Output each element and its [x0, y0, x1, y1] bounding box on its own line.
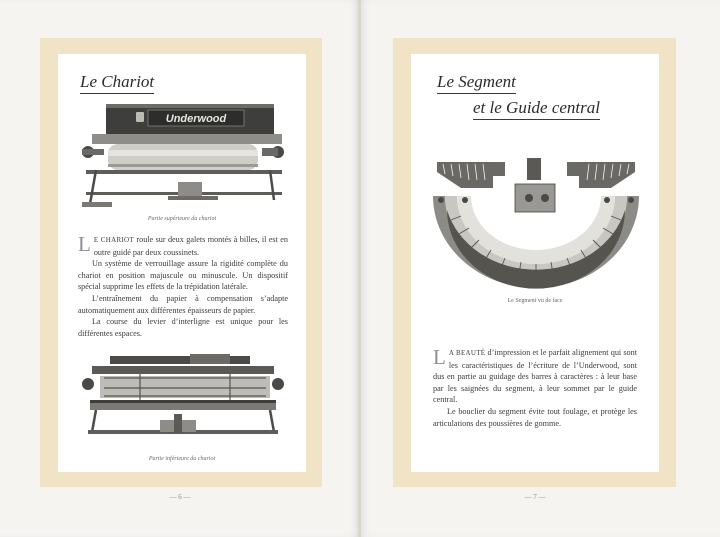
page-title-line-1: Le Segment — [437, 72, 516, 94]
right-body-text — [433, 347, 637, 429]
left-page — [0, 0, 359, 537]
page-number: — 7 — — [524, 493, 546, 501]
paragraph: L’entraînement du papier à compensation s’adapte automatiquement aux différentes épaisseurs de papier. — [78, 293, 288, 315]
paragraph: d’impression et le parfait alignement qui sont les caractéristiques de l’écriture de l’Underwood, sont dus en partie au guidage des barres à caractères : à leur base par les saignées du segment, à leur sommet par le guide central. — [433, 348, 638, 405]
dropcap-letter: L — [78, 232, 91, 256]
paragraph: Le bouclier du segment évite tout foulage, et protège les articulations des poussières de gomme. — [433, 406, 637, 428]
carriage-top-illustration — [78, 100, 288, 212]
right-page — [361, 0, 720, 537]
dropcap-letter: L — [433, 345, 446, 369]
page-number: — 6 — — [169, 493, 191, 501]
right-page-plate — [411, 54, 659, 472]
caption-top: Partie supérieure du chariot — [147, 216, 217, 222]
page-title-line-2: et le Guide central — [473, 98, 600, 120]
segment-caption: Le Segment vu de face — [507, 298, 563, 304]
lead-word: E CHARIOT — [93, 236, 134, 244]
page-title: Le Chariot — [80, 72, 154, 94]
left-body-text — [78, 234, 288, 339]
paragraph: roule sur deux galets montés à billes, il est en outre guidé par deux coussinets. — [93, 235, 288, 257]
caption-bottom: Partie inférieure du chariot — [148, 456, 216, 462]
lead-word: A BEAUTÉ — [448, 349, 486, 357]
paragraph: La course du levier d’interligne est unique pour les différentes espaces. — [78, 317, 288, 338]
carriage-bottom-illustration — [80, 354, 286, 446]
segment-illustration — [431, 154, 641, 284]
paragraph: Un système de verrouillage assure la rigidité complète du chariot en position majuscule ou minuscule. Un dispositif spécial supprime les effets de la trépidation latérale. — [78, 259, 288, 292]
left-page-plate — [58, 54, 306, 472]
brand-plate-text: Underwood — [165, 113, 227, 125]
